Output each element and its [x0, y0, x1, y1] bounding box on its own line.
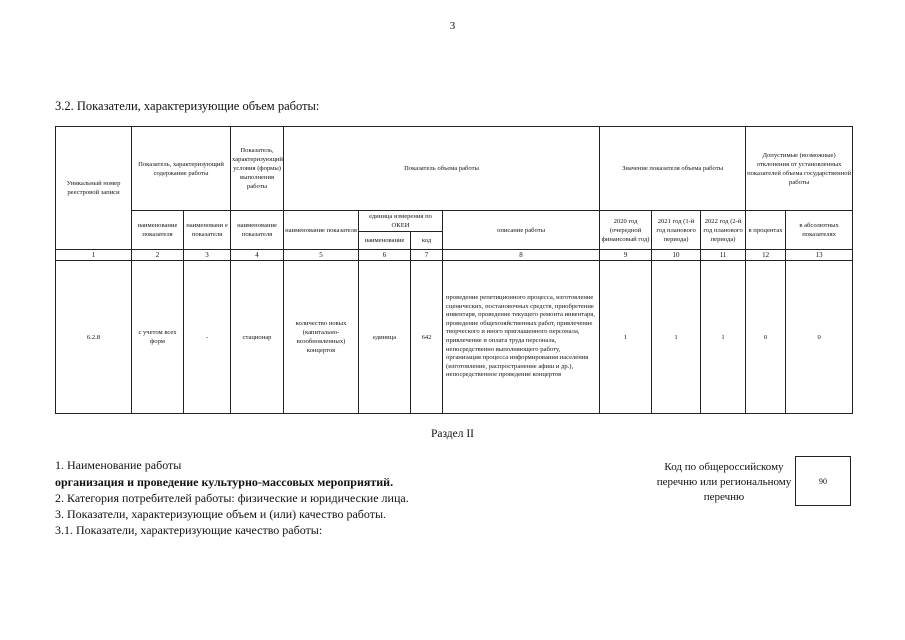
section-title: Раздел II: [430, 428, 475, 440]
header-year-2020: 2020 год (очередной финансовый год): [600, 211, 652, 250]
column-number: 9: [600, 250, 652, 261]
header-indicator-name-1: наименование показателя: [132, 211, 184, 250]
column-number: 12: [746, 250, 786, 261]
page-number: 3: [449, 20, 456, 32]
header-registry-number: Уникальный номер реестровой записи: [56, 127, 132, 250]
section-heading: 3.2. Показатели, характеризующие объем работы:: [55, 99, 320, 113]
column-number: 2: [132, 250, 184, 261]
work-name-value: организация и проведение культурно-массовых мероприятий.: [55, 475, 394, 489]
cell-value-2022: 1: [701, 261, 746, 414]
header-unit-name: наименование: [359, 232, 411, 250]
header-year-2022: 2022 год (2-й год планового периода): [701, 211, 746, 250]
header-year-2021: 2021 год (1-й год планового периода): [652, 211, 701, 250]
column-number: 4: [231, 250, 284, 261]
header-deviations: Допустимые (возможные) отклонения от установленных показателей объема государственной работы: [746, 127, 853, 211]
column-number: 1: [56, 250, 132, 261]
header-unit-okei: единица измерения по ОКЕИ: [359, 211, 443, 232]
header-work-description: описание работы: [443, 211, 600, 250]
indicators-line: 3. Показатели, характеризующие объем и (или) качество работы.: [55, 507, 387, 521]
consumer-category: 2. Категория потребителей работы: физические и юридические лица.: [55, 491, 409, 505]
cell-value-2021: 1: [652, 261, 701, 414]
table-row: [56, 261, 853, 414]
column-number: 10: [652, 250, 701, 261]
header-in-absolute: в абсолютных показателях: [786, 211, 853, 250]
header-content-indicator: Показатель, характеризующий содержание работы: [132, 127, 231, 211]
volume-table: [55, 126, 853, 414]
column-number: 13: [786, 250, 853, 261]
cell-description: проведение репетиционного процесса, изготовление сценических, постановочных средств, приобретение инвентаря, проведение текущего ремонта инвентаря, проведение общехозяйственных работ, привлечение творческого и иного приглашенного персонала, привлечение и оплата труда персонала, непосредственно выполняющего работу, организация процесса информирования населения (изготовление, распространение афиш и др.), непосредственное проведение концертов: [443, 261, 600, 414]
cell-unit-name: единица: [359, 261, 411, 414]
quality-indicators-heading: 3.1. Показатели, характеризующие качество работы:: [55, 523, 323, 537]
column-number: 3: [184, 250, 231, 261]
header-indicator-name-4: наименование показателя: [284, 211, 359, 250]
cell-deviation-absolute: 0: [786, 261, 853, 414]
column-number: 8: [443, 250, 600, 261]
cell-content-2: -: [184, 261, 231, 414]
code-label: Код по общероссийскому перечню или региональному перечню: [656, 461, 792, 503]
header-in-percent: в процентах: [746, 211, 786, 250]
code-box: [795, 456, 851, 506]
cell-condition: стационар: [231, 261, 284, 414]
header-conditions-indicator: Показатель, характеризующий условия (формы) выполнения работы: [231, 127, 284, 211]
column-number: 6: [359, 250, 411, 261]
header-indicator-name-3: наименование показателя: [231, 211, 284, 250]
cell-unit-code: 642: [411, 261, 443, 414]
cell-value-2020: 1: [600, 261, 652, 414]
work-name-label: 1. Наименование работы: [55, 458, 182, 472]
column-number: 7: [411, 250, 443, 261]
column-number: 11: [701, 250, 746, 261]
header-unit-code: код: [411, 232, 443, 250]
code-value: 90: [819, 476, 827, 486]
cell-deviation-percent: 0: [746, 261, 786, 414]
column-number: 5: [284, 250, 359, 261]
cell-indicator: количество новых (капитально-возобновленных) концертов: [284, 261, 359, 414]
header-volume-value: Значение показателя объема работы: [600, 127, 746, 211]
header-indicator-name-2: наименовани е показателя: [184, 211, 231, 250]
header-volume-indicator: Показатель объема работы: [284, 127, 600, 211]
cell-content-1: с учетом всех форм: [132, 261, 184, 414]
cell-registry: 6.2.8: [56, 261, 132, 414]
